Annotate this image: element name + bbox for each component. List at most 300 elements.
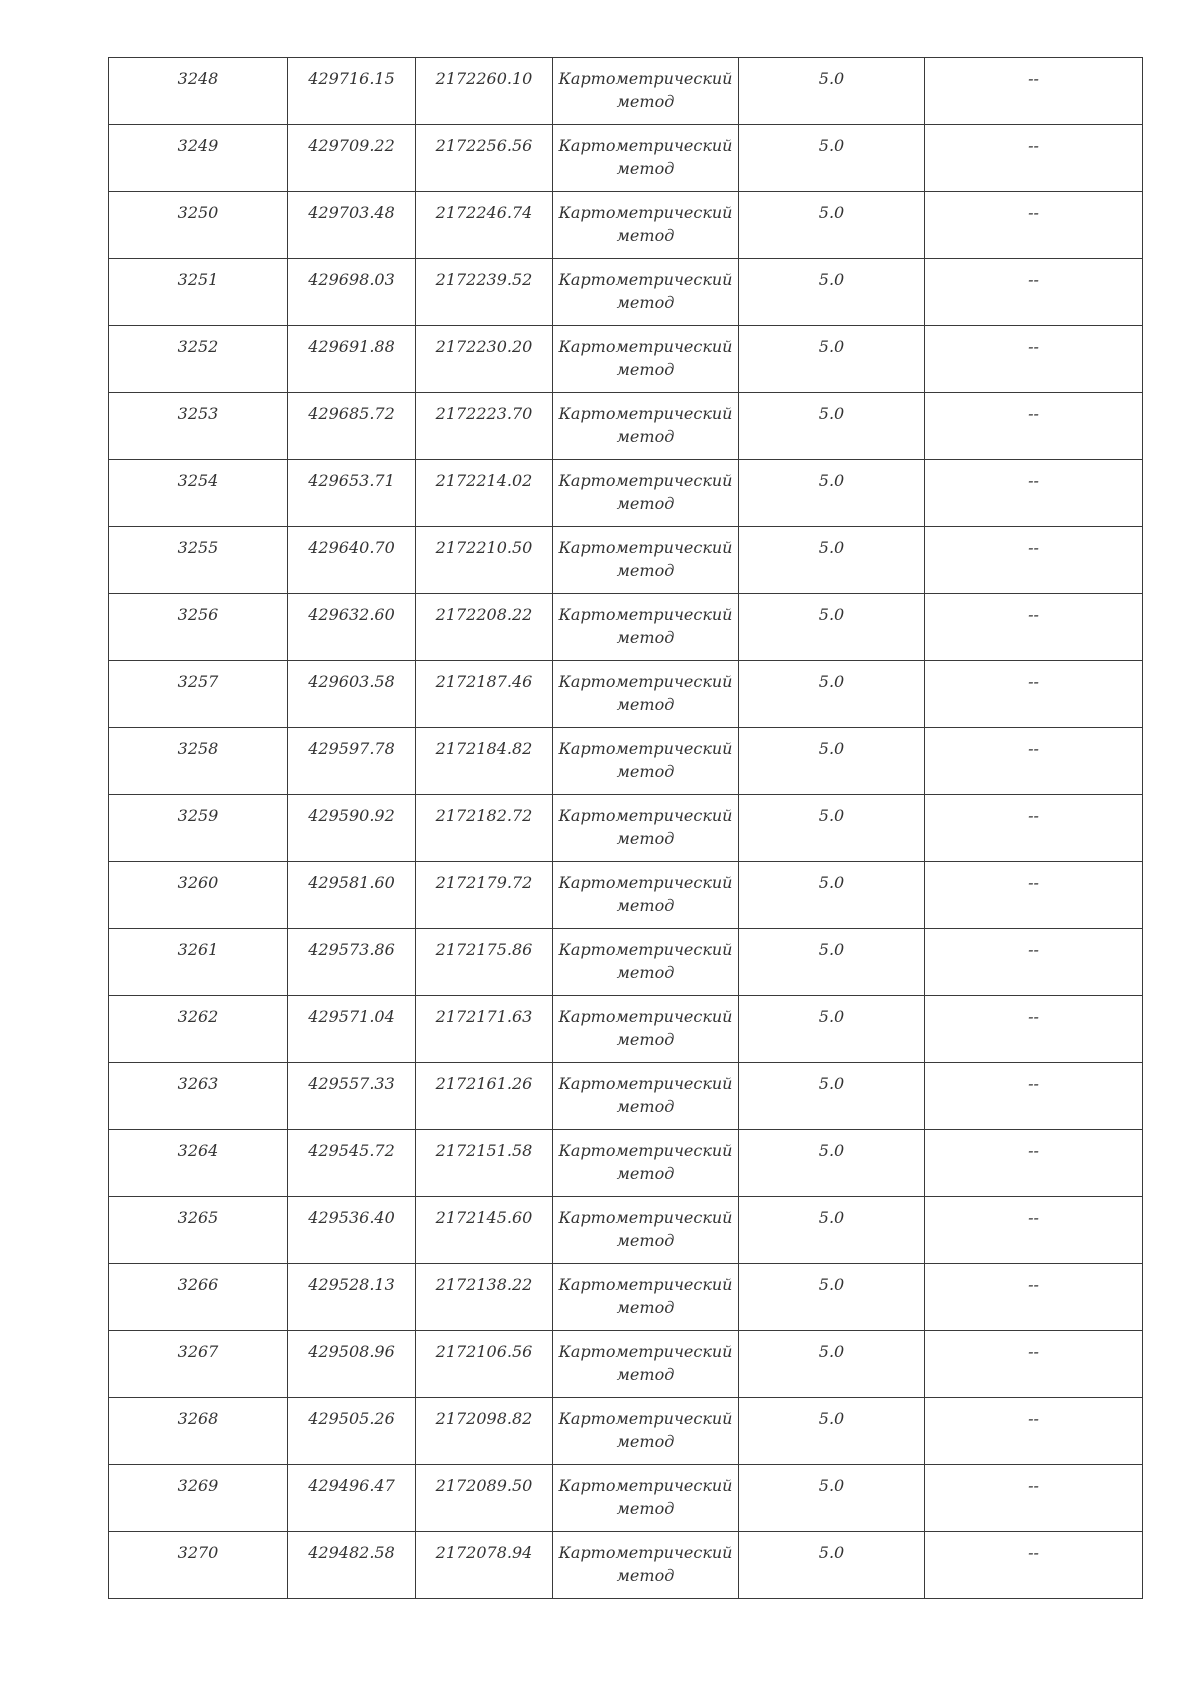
method-line-1: Картометрический	[558, 69, 733, 88]
method-line-1: Картометрический	[558, 1074, 733, 1093]
method-line-2: метод	[616, 1030, 675, 1049]
table-row	[109, 1063, 1143, 1130]
method-text	[553, 795, 738, 850]
accuracy-value: 5.0	[818, 538, 845, 557]
accuracy-cell	[739, 1264, 925, 1331]
x-coordinate-cell	[288, 326, 416, 393]
method-line-2: метод	[616, 92, 675, 111]
method-cell	[553, 393, 739, 460]
y-coordinate-cell	[416, 996, 553, 1063]
x-coordinate-cell	[288, 1331, 416, 1398]
point-number: 3268	[177, 1409, 219, 1428]
note-value: --	[1028, 471, 1039, 490]
y-coordinate: 2172239.52	[435, 270, 533, 289]
method-cell	[553, 460, 739, 527]
point-number: 3256	[177, 605, 219, 624]
note-cell	[925, 1331, 1143, 1398]
note-cell	[925, 460, 1143, 527]
accuracy-cell	[739, 1063, 925, 1130]
note-cell	[925, 58, 1143, 125]
point-number-cell	[109, 1532, 288, 1599]
x-coordinate-cell	[288, 393, 416, 460]
x-coordinate: 429508.96	[308, 1342, 395, 1361]
point-number: 3249	[177, 136, 219, 155]
y-coordinate-cell	[416, 1063, 553, 1130]
y-coordinate-cell	[416, 1197, 553, 1264]
table-row	[109, 393, 1143, 460]
method-line-2: метод	[616, 1298, 675, 1317]
method-cell	[553, 259, 739, 326]
x-coordinate: 429691.88	[308, 337, 395, 356]
note-cell	[925, 996, 1143, 1063]
table-row	[109, 862, 1143, 929]
point-number-cell	[109, 1398, 288, 1465]
note-cell	[925, 862, 1143, 929]
y-coordinate-cell	[416, 460, 553, 527]
note-value: --	[1028, 1141, 1039, 1160]
method-line-2: метод	[616, 896, 675, 915]
y-coordinate-cell	[416, 326, 553, 393]
point-number-cell	[109, 594, 288, 661]
accuracy-cell	[739, 728, 925, 795]
x-coordinate: 429573.86	[308, 940, 395, 959]
method-line-1: Картометрический	[558, 1342, 733, 1361]
y-coordinate: 2172256.56	[435, 136, 533, 155]
note-cell	[925, 1264, 1143, 1331]
point-number: 3250	[177, 203, 219, 222]
point-number-cell	[109, 326, 288, 393]
note-value: --	[1028, 1208, 1039, 1227]
note-value: --	[1028, 203, 1039, 222]
note-value: --	[1028, 337, 1039, 356]
method-cell	[553, 527, 739, 594]
method-line-1: Картометрический	[558, 203, 733, 222]
table-row	[109, 1398, 1143, 1465]
note-cell	[925, 1532, 1143, 1599]
accuracy-value: 5.0	[818, 270, 845, 289]
y-coordinate-cell	[416, 58, 553, 125]
method-line-1: Картометрический	[558, 404, 733, 423]
method-line-1: Картометрический	[558, 1141, 733, 1160]
x-coordinate-cell	[288, 527, 416, 594]
note-cell	[925, 393, 1143, 460]
x-coordinate: 429632.60	[308, 605, 395, 624]
y-coordinate: 2172187.46	[435, 672, 533, 691]
x-coordinate-cell	[288, 1197, 416, 1264]
y-coordinate-cell	[416, 1130, 553, 1197]
method-text	[553, 125, 738, 180]
accuracy-value: 5.0	[818, 1543, 845, 1562]
x-coordinate-cell	[288, 192, 416, 259]
method-line-1: Картометрический	[558, 1409, 733, 1428]
method-line-2: метод	[616, 1164, 675, 1183]
x-coordinate-cell	[288, 259, 416, 326]
note-value: --	[1028, 672, 1039, 691]
table-row	[109, 728, 1143, 795]
method-line-1: Картометрический	[558, 1007, 733, 1026]
note-cell	[925, 1465, 1143, 1532]
method-line-1: Картометрический	[558, 1476, 733, 1495]
point-number: 3255	[177, 538, 219, 557]
method-text	[553, 1331, 738, 1386]
x-coordinate-cell	[288, 1465, 416, 1532]
y-coordinate: 2172179.72	[435, 873, 533, 892]
y-coordinate: 2172230.20	[435, 337, 533, 356]
point-number-cell	[109, 1197, 288, 1264]
point-number-cell	[109, 58, 288, 125]
table-row	[109, 1331, 1143, 1398]
accuracy-cell	[739, 661, 925, 728]
point-number: 3267	[177, 1342, 219, 1361]
note-cell	[925, 728, 1143, 795]
x-coordinate: 429603.58	[308, 672, 395, 691]
method-cell	[553, 58, 739, 125]
method-line-2: метод	[616, 293, 675, 312]
accuracy-value: 5.0	[818, 806, 845, 825]
method-text	[553, 393, 738, 448]
table-row	[109, 58, 1143, 125]
table-row	[109, 661, 1143, 728]
coordinates-table	[108, 57, 1143, 1599]
point-number-cell	[109, 1331, 288, 1398]
accuracy-cell	[739, 996, 925, 1063]
method-cell	[553, 1532, 739, 1599]
y-coordinate-cell	[416, 795, 553, 862]
method-line-1: Картометрический	[558, 1543, 733, 1562]
accuracy-value: 5.0	[818, 1409, 845, 1428]
note-value: --	[1028, 69, 1039, 88]
y-coordinate-cell	[416, 661, 553, 728]
point-number: 3270	[177, 1543, 219, 1562]
method-line-1: Картометрический	[558, 136, 733, 155]
table-row	[109, 1532, 1143, 1599]
x-coordinate-cell	[288, 460, 416, 527]
accuracy-value: 5.0	[818, 1275, 845, 1294]
note-value: --	[1028, 270, 1039, 289]
y-coordinate: 2172151.58	[435, 1141, 533, 1160]
accuracy-value: 5.0	[818, 136, 845, 155]
x-coordinate: 429571.04	[308, 1007, 395, 1026]
note-value: --	[1028, 1074, 1039, 1093]
y-coordinate: 2172145.60	[435, 1208, 533, 1227]
accuracy-cell	[739, 259, 925, 326]
point-number-cell	[109, 259, 288, 326]
point-number-cell	[109, 661, 288, 728]
method-line-2: метод	[616, 628, 675, 647]
method-cell	[553, 728, 739, 795]
accuracy-value: 5.0	[818, 69, 845, 88]
x-coordinate-cell	[288, 661, 416, 728]
note-value: --	[1028, 605, 1039, 624]
y-coordinate: 2172089.50	[435, 1476, 533, 1495]
note-value: --	[1028, 1409, 1039, 1428]
point-number-cell	[109, 1130, 288, 1197]
y-coordinate: 2172208.22	[435, 605, 533, 624]
method-text	[553, 192, 738, 247]
method-cell	[553, 1197, 739, 1264]
point-number-cell	[109, 996, 288, 1063]
y-coordinate-cell	[416, 1398, 553, 1465]
x-coordinate: 429528.13	[308, 1275, 395, 1294]
y-coordinate: 2172246.74	[435, 203, 533, 222]
x-coordinate-cell	[288, 58, 416, 125]
y-coordinate: 2172182.72	[435, 806, 533, 825]
accuracy-cell	[739, 1398, 925, 1465]
note-cell	[925, 929, 1143, 996]
accuracy-cell	[739, 393, 925, 460]
accuracy-value: 5.0	[818, 404, 845, 423]
method-text	[553, 728, 738, 783]
method-text	[553, 1063, 738, 1118]
point-number-cell	[109, 862, 288, 929]
accuracy-value: 5.0	[818, 1074, 845, 1093]
method-line-2: метод	[616, 360, 675, 379]
method-text	[553, 862, 738, 917]
method-text	[553, 1197, 738, 1252]
y-coordinate-cell	[416, 929, 553, 996]
accuracy-value: 5.0	[818, 739, 845, 758]
method-line-2: метод	[616, 1566, 675, 1585]
point-number: 3263	[177, 1074, 219, 1093]
y-coordinate-cell	[416, 594, 553, 661]
accuracy-cell	[739, 527, 925, 594]
x-coordinate: 429709.22	[308, 136, 395, 155]
method-text	[553, 1130, 738, 1185]
method-text	[553, 58, 738, 113]
y-coordinate-cell	[416, 527, 553, 594]
table-row	[109, 1264, 1143, 1331]
table-row	[109, 326, 1143, 393]
x-coordinate-cell	[288, 594, 416, 661]
y-coordinate-cell	[416, 1264, 553, 1331]
note-value: --	[1028, 1543, 1039, 1562]
method-cell	[553, 661, 739, 728]
method-line-2: метод	[616, 762, 675, 781]
method-cell	[553, 1130, 739, 1197]
y-coordinate: 2172210.50	[435, 538, 533, 557]
point-number: 3264	[177, 1141, 219, 1160]
x-coordinate: 429698.03	[308, 270, 395, 289]
point-number: 3260	[177, 873, 219, 892]
method-cell	[553, 594, 739, 661]
accuracy-cell	[739, 125, 925, 192]
accuracy-cell	[739, 192, 925, 259]
x-coordinate: 429505.26	[308, 1409, 395, 1428]
method-text	[553, 527, 738, 582]
y-coordinate: 2172175.86	[435, 940, 533, 959]
note-cell	[925, 594, 1143, 661]
note-value: --	[1028, 873, 1039, 892]
accuracy-cell	[739, 460, 925, 527]
y-coordinate-cell	[416, 259, 553, 326]
method-line-1: Картометрический	[558, 605, 733, 624]
method-text	[553, 996, 738, 1051]
accuracy-value: 5.0	[818, 940, 845, 959]
table-row	[109, 594, 1143, 661]
note-cell	[925, 192, 1143, 259]
note-cell	[925, 125, 1143, 192]
note-value: --	[1028, 940, 1039, 959]
method-cell	[553, 1264, 739, 1331]
method-line-2: метод	[616, 494, 675, 513]
accuracy-value: 5.0	[818, 605, 845, 624]
point-number-cell	[109, 728, 288, 795]
method-line-2: метод	[616, 427, 675, 446]
note-cell	[925, 661, 1143, 728]
y-coordinate: 2172078.94	[435, 1543, 533, 1562]
y-coordinate-cell	[416, 1331, 553, 1398]
y-coordinate-cell	[416, 192, 553, 259]
point-number: 3261	[177, 940, 219, 959]
accuracy-value: 5.0	[818, 337, 845, 356]
method-text	[553, 1398, 738, 1453]
note-value: --	[1028, 806, 1039, 825]
note-value: --	[1028, 404, 1039, 423]
x-coordinate-cell	[288, 1063, 416, 1130]
accuracy-value: 5.0	[818, 203, 845, 222]
y-coordinate: 2172223.70	[435, 404, 533, 423]
note-value: --	[1028, 1476, 1039, 1495]
x-coordinate: 429482.58	[308, 1543, 395, 1562]
method-line-1: Картометрический	[558, 940, 733, 959]
note-cell	[925, 527, 1143, 594]
note-cell	[925, 1130, 1143, 1197]
x-coordinate: 429590.92	[308, 806, 395, 825]
method-line-1: Картометрический	[558, 873, 733, 892]
accuracy-cell	[739, 594, 925, 661]
x-coordinate-cell	[288, 1130, 416, 1197]
table-row	[109, 795, 1143, 862]
point-number-cell	[109, 393, 288, 460]
accuracy-value: 5.0	[818, 873, 845, 892]
point-number: 3251	[177, 270, 219, 289]
accuracy-value: 5.0	[818, 672, 845, 691]
method-text	[553, 326, 738, 381]
point-number-cell	[109, 795, 288, 862]
method-line-2: метод	[616, 226, 675, 245]
table-row	[109, 1130, 1143, 1197]
method-line-1: Картометрический	[558, 538, 733, 557]
table-row	[109, 929, 1143, 996]
point-number: 3259	[177, 806, 219, 825]
method-line-1: Картометрический	[558, 806, 733, 825]
method-line-1: Картометрический	[558, 471, 733, 490]
method-cell	[553, 929, 739, 996]
y-coordinate: 2172098.82	[435, 1409, 533, 1428]
accuracy-cell	[739, 326, 925, 393]
y-coordinate: 2172106.56	[435, 1342, 533, 1361]
accuracy-cell	[739, 1465, 925, 1532]
accuracy-cell	[739, 58, 925, 125]
y-coordinate: 2172161.26	[435, 1074, 533, 1093]
accuracy-cell	[739, 1532, 925, 1599]
table-row	[109, 1197, 1143, 1264]
x-coordinate-cell	[288, 1532, 416, 1599]
accuracy-value: 5.0	[818, 1342, 845, 1361]
table-row	[109, 1465, 1143, 1532]
point-number: 3269	[177, 1476, 219, 1495]
table-row	[109, 527, 1143, 594]
y-coordinate: 2172138.22	[435, 1275, 533, 1294]
x-coordinate-cell	[288, 1264, 416, 1331]
point-number-cell	[109, 192, 288, 259]
note-value: --	[1028, 136, 1039, 155]
point-number-cell	[109, 1465, 288, 1532]
y-coordinate-cell	[416, 393, 553, 460]
method-text	[553, 929, 738, 984]
method-line-2: метод	[616, 1231, 675, 1250]
method-text	[553, 259, 738, 314]
point-number-cell	[109, 1063, 288, 1130]
method-cell	[553, 1331, 739, 1398]
accuracy-value: 5.0	[818, 1208, 845, 1227]
x-coordinate-cell	[288, 929, 416, 996]
note-value: --	[1028, 1342, 1039, 1361]
x-coordinate: 429716.15	[308, 69, 395, 88]
x-coordinate-cell	[288, 728, 416, 795]
accuracy-cell	[739, 862, 925, 929]
method-line-1: Картометрический	[558, 672, 733, 691]
method-line-2: метод	[616, 1097, 675, 1116]
method-line-2: метод	[616, 1365, 675, 1384]
coordinates-table-body	[109, 58, 1143, 1599]
y-coordinate-cell	[416, 728, 553, 795]
method-cell	[553, 1398, 739, 1465]
x-coordinate-cell	[288, 1398, 416, 1465]
point-number-cell	[109, 929, 288, 996]
note-cell	[925, 1063, 1143, 1130]
method-cell	[553, 996, 739, 1063]
y-coordinate-cell	[416, 862, 553, 929]
x-coordinate: 429496.47	[308, 1476, 395, 1495]
table-row	[109, 996, 1143, 1063]
x-coordinate-cell	[288, 862, 416, 929]
note-cell	[925, 259, 1143, 326]
y-coordinate: 2172214.02	[435, 471, 533, 490]
table-row	[109, 460, 1143, 527]
point-number: 3248	[177, 69, 219, 88]
method-cell	[553, 795, 739, 862]
method-text	[553, 594, 738, 649]
point-number: 3253	[177, 404, 219, 423]
x-coordinate: 429640.70	[308, 538, 395, 557]
method-line-2: метод	[616, 695, 675, 714]
accuracy-cell	[739, 929, 925, 996]
method-line-1: Картометрический	[558, 739, 733, 758]
accuracy-value: 5.0	[818, 1476, 845, 1495]
y-coordinate-cell	[416, 1532, 553, 1599]
note-cell	[925, 326, 1143, 393]
x-coordinate: 429536.40	[308, 1208, 395, 1227]
y-coordinate-cell	[416, 125, 553, 192]
method-text	[553, 1264, 738, 1319]
method-text	[553, 1465, 738, 1520]
method-line-1: Картометрический	[558, 270, 733, 289]
x-coordinate: 429597.78	[308, 739, 395, 758]
note-value: --	[1028, 1275, 1039, 1294]
accuracy-value: 5.0	[818, 1007, 845, 1026]
x-coordinate-cell	[288, 795, 416, 862]
x-coordinate: 429653.71	[308, 471, 395, 490]
x-coordinate: 429545.72	[308, 1141, 395, 1160]
x-coordinate-cell	[288, 125, 416, 192]
y-coordinate: 2172171.63	[435, 1007, 533, 1026]
table-row	[109, 192, 1143, 259]
note-value: --	[1028, 1007, 1039, 1026]
method-line-2: метод	[616, 1499, 675, 1518]
x-coordinate-cell	[288, 996, 416, 1063]
point-number-cell	[109, 125, 288, 192]
